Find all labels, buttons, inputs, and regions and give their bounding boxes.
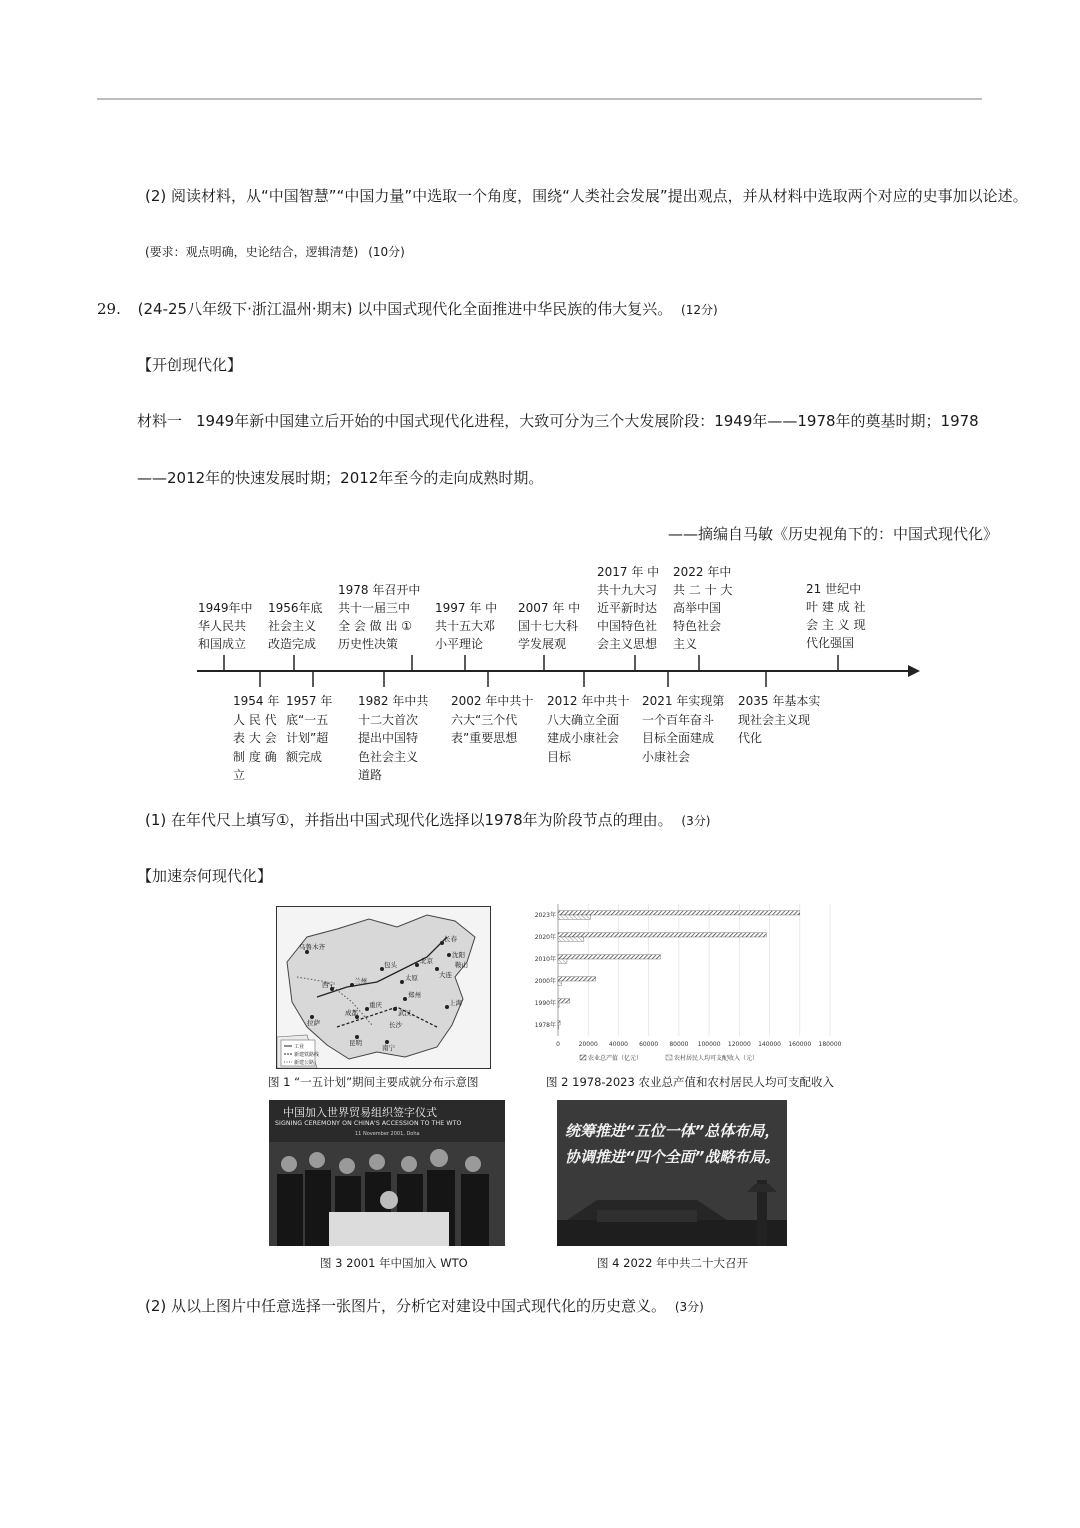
q29-sub1-text: (1) 在年代尺上填写①，并指出中国式现代化选择以1978年为阶段节点的理由。 <box>145 811 673 829</box>
fig2-category-label: 2000年 <box>534 978 556 985</box>
timeline-event-bottom-2 <box>286 692 332 766</box>
china-map-icon <box>277 907 490 1068</box>
fig2-bar-chart <box>528 900 858 1070</box>
fig1-caption: 图 1 “一五计划”期间主要成就分布示意图 <box>268 1075 479 1089</box>
timeline-event-text: 小平理论 <box>435 637 484 651</box>
fig2-category-label: 1990年 <box>534 1000 556 1007</box>
fig2-category-label: 2023年 <box>534 912 556 919</box>
timeline-event-text: 十二大首次 <box>358 712 419 727</box>
timeline-event-top-7 <box>673 563 732 653</box>
map-city-kunming: 昆明 <box>349 1039 362 1047</box>
fig2-xtick-label: 160000 <box>788 1041 812 1048</box>
map-city-changsha: 长沙 <box>389 1021 402 1029</box>
fig3-photo <box>269 1100 505 1246</box>
map-city-baotou: 包头 <box>384 961 397 969</box>
material1-line2: ——2012年的快速发展时期；2012年至今的走向成熟时期。 <box>137 469 544 487</box>
timeline-event-text: 共十一届三中 <box>338 601 411 615</box>
timeline-event-text: 全 会 做 出 ① <box>338 619 413 633</box>
q29-sub1 <box>145 810 710 831</box>
map-legend-railway: 新建铁路线 <box>294 1052 320 1058</box>
fig3-caption: 图 3 2001 年中国加入 WTO <box>320 1256 468 1270</box>
map-city-lasa: 拉萨 <box>307 1019 320 1027</box>
timeline-event-bottom-5 <box>547 692 629 766</box>
map-city-shenyang: 沈阳 <box>452 951 465 959</box>
timeline-event-text: 八大确立全面 <box>547 712 620 727</box>
timeline-event-text: 主义 <box>673 637 698 651</box>
timeline-event-bottom-6 <box>642 692 724 766</box>
timeline-event-text: 会主义思想 <box>597 637 658 651</box>
timeline-event-text: 2021 年实现第 <box>642 694 725 708</box>
timeline-event-text: 2035 年基本实 <box>738 694 821 708</box>
fig2-xtick-label: 20000 <box>578 1041 598 1048</box>
material1-label: 材料一 <box>137 412 183 430</box>
fig2-bar-series1 <box>558 1021 560 1025</box>
fig4-caption: 图 4 2022 年中共二十大召开 <box>597 1256 749 1270</box>
timeline-event-text: 1957 年 <box>286 694 333 708</box>
timeline-event-text: 目标 <box>547 749 572 764</box>
timeline-event-text: 建成小康社会 <box>547 731 620 745</box>
timeline-event-text: 目标全面建成 <box>642 731 715 745</box>
fig2-xtick-label: 40000 <box>608 1041 628 1048</box>
fig2-xtick-label: 180000 <box>818 1041 842 1048</box>
section-heading-1: 【开创现代化】 <box>137 356 243 374</box>
map-legend-road: 新建公路 <box>294 1060 315 1066</box>
fig2-bar-series2 <box>558 959 567 963</box>
q29-source: (24-25八年级下·浙江温州·期末) <box>137 300 353 318</box>
fig2-xtick-label: 100000 <box>697 1041 721 1048</box>
map-city-zhengzhou: 郑州 <box>408 991 421 999</box>
timeline-event-text: 近平新时达 <box>597 601 658 615</box>
timeline-event-top-3 <box>338 581 420 653</box>
timeline-event-text: 代化 <box>738 731 763 745</box>
timeline-event-text: 学发展观 <box>518 637 567 651</box>
map-city-chengdu: 成都 <box>345 1009 358 1017</box>
timeline-event-top-1 <box>198 599 253 653</box>
map-city-dalian: 大连 <box>439 971 452 979</box>
timeline-event-text: 提出中国特 <box>358 731 419 745</box>
timeline-event-text: 1982 年中共 <box>358 694 429 708</box>
material1-text: 1949年新中国建立后开始的中国式现代化进程，大致可分为三个大发展阶段：1949年——1978年的奠基时期；1978 <box>196 412 979 430</box>
fig3-banner-en: SIGNING CEREMONY ON CHINA'S ACCESSION TO THE WTO <box>275 1120 462 1127</box>
q29-score: (12分) <box>681 303 718 317</box>
timeline-event-text: 人 民 代 <box>233 712 277 727</box>
q29-stem: 以中国式现代化全面推进中华民族的伟大复兴。 <box>357 300 673 318</box>
timeline-event-text: 国十七大科 <box>518 619 579 633</box>
q29-number: 29. <box>97 300 121 318</box>
fig4-slogan-line1: 统筹推进“五位一体”总体布局， <box>565 1122 780 1140</box>
fig2-xtick-label: 120000 <box>727 1041 751 1048</box>
timeline-event-text: 代化强国 <box>806 636 855 650</box>
map-city-beijing: 北京 <box>420 957 433 965</box>
timeline-event-text: 叶 建 成 社 <box>806 600 866 614</box>
map-city-nanning: 南宁 <box>382 1044 395 1052</box>
fig3-banner <box>269 1100 505 1142</box>
timeline-event-text: 额完成 <box>286 749 323 764</box>
timeline-event-text: 六大“三个代 <box>451 712 518 727</box>
timeline-event-text: 中国特色社 <box>597 619 658 633</box>
q28-requirement-text: (要求：观点明确，史论结合，逻辑清楚) <box>145 245 359 259</box>
timeline-event-text: 社会主义 <box>268 619 317 633</box>
timeline-event-text: 1978 年召开中 <box>338 583 421 597</box>
timeline-event-text: 21 世纪中 <box>806 582 862 596</box>
timeline-event-top-8 <box>806 580 865 652</box>
timeline-event-text: 共十九大习 <box>597 583 658 597</box>
timeline-event-text: 表”重要思想 <box>451 731 518 745</box>
timeline-event-text: 华人民共 <box>198 619 247 633</box>
fig4-slogan-line2: 协调推进“四个全面”战略布局。 <box>565 1148 780 1166</box>
timeline-event-text: 2007 年 中 <box>518 601 581 615</box>
timeline-event-bottom-4 <box>451 692 533 748</box>
map-city-wuhan: 武汉 <box>398 1009 411 1017</box>
timeline-event-text: 和国成立 <box>198 637 247 651</box>
timeline-event-top-5 <box>518 599 580 653</box>
fig2-xtick-label: 80000 <box>669 1041 689 1048</box>
fig2-bar-series1 <box>558 999 570 1003</box>
timeline-event-bottom-3 <box>358 692 428 785</box>
fig3-people-icon <box>269 1142 505 1246</box>
fig2-chart <box>528 900 858 1070</box>
fig3-banner-cn: 中国加入世界贸易组织签字仪式 <box>283 1106 437 1119</box>
fig2-xtick-label: 0 <box>556 1041 560 1048</box>
map-city-shanghai: 上海 <box>449 999 462 1007</box>
timeline-event-text: 表 大 会 <box>233 731 277 745</box>
fig2-bar-series1 <box>558 955 660 959</box>
timeline-event-bottom-7 <box>738 692 820 748</box>
timeline-event-text: 共 二 十 大 <box>673 583 733 597</box>
timeline-event-text: 2012 年中共十 <box>547 694 630 708</box>
map-city-xining: 西宁 <box>322 981 335 989</box>
timeline-event-top-2 <box>268 599 323 653</box>
timeline-event-text: 会 主 义 现 <box>806 618 866 632</box>
timeline-event-text: 计划”超 <box>286 731 329 745</box>
fig2-bar-series1 <box>558 933 766 937</box>
timeline-event-text: 共十五大邓 <box>435 619 496 633</box>
timeline-event-text: 立 <box>233 768 246 782</box>
fig2-xtick-label: 60000 <box>639 1041 659 1048</box>
fig2-legend-series2: 农村居民人均可支配收入（元） <box>674 1055 759 1062</box>
timeline-event-text: 特色社会 <box>673 619 722 633</box>
fig2-bar-series2 <box>558 1025 559 1029</box>
fig2-caption: 图 2 1978-2023 农业总产值和农村居民人均可支配收入 <box>546 1075 834 1089</box>
fig2-category-label: 2020年 <box>534 934 556 941</box>
timeline-event-text: 小康社会 <box>642 749 691 764</box>
fig4-photo <box>557 1100 787 1246</box>
q28-sub2-question: (2) 阅读材料，从“中国智慧”“中国力量”中选取一个角度，围绕“人类社会发展”提出观点，并从材料中选取两个对应的史事加以论述。 <box>145 187 1028 205</box>
map-city-lanzhou: 兰州 <box>354 977 367 985</box>
timeline-event-top-6 <box>597 563 659 653</box>
timeline-event-text: 2002 年中共十 <box>451 694 534 708</box>
fig2-category-label: 2010年 <box>534 956 556 963</box>
map-legend-industry: 工业 <box>294 1044 305 1050</box>
timeline-event-text: 1997 年 中 <box>435 601 498 615</box>
tiananmen-icon <box>557 1180 787 1246</box>
timeline-event-text: 1949年中 <box>198 601 253 615</box>
timeline-event-text: 2017 年 中 <box>597 565 660 579</box>
q29-sub2-score: (3分) <box>674 1300 704 1314</box>
map-city-chongqing: 重庆 <box>369 1001 382 1009</box>
map-city-changchun: 长春 <box>444 935 457 943</box>
timeline-event-text: 历史性决策 <box>338 637 399 651</box>
timeline-event-bottom-1 <box>233 692 279 785</box>
timeline-event-text: 现社会主义现 <box>738 712 811 727</box>
q28-score: (10分) <box>368 245 405 259</box>
map-city-taiyuan: 太原 <box>405 974 418 982</box>
timeline-event-text: 1954 年 <box>233 694 280 708</box>
fig2-category-label: 1978年 <box>534 1022 556 1029</box>
q29-sub2-text: (2) 从以上图片中任意选择一张图片，分析它对建设中国式现代化的历史意义。 <box>145 1297 667 1315</box>
fig3-banner-date: 11 November 2001, Doha <box>355 1131 420 1137</box>
fig2-bar-series1 <box>558 911 800 915</box>
timeline-event-text: 色社会主义 <box>358 749 419 764</box>
fig2-bar-series2 <box>558 937 584 941</box>
section-heading-2: 【加速奈何现代化】 <box>137 867 273 885</box>
timeline-event-text: 底“一五 <box>286 712 329 727</box>
timeline-event-text: 改造完成 <box>268 637 317 651</box>
map-city-urumqi: 乌鲁木齐 <box>299 943 325 951</box>
fig1-map <box>276 906 491 1069</box>
timeline-event-text: 道路 <box>358 768 383 782</box>
fig2-bar-series2 <box>558 1003 559 1007</box>
timeline-event-text: 高举中国 <box>673 601 722 615</box>
fig2-xtick-label: 140000 <box>758 1041 782 1048</box>
timeline-event-text: 2022 年中 <box>673 565 732 579</box>
material1-citation: ——摘编自马敏《历史视角下的：中国式现代化》 <box>668 525 999 543</box>
timeline-event-text: 一个百年奋斗 <box>642 712 715 727</box>
timeline-event-text: 1956年底 <box>268 601 323 615</box>
fig2-legend-series1: 农业总产值（亿元） <box>588 1055 643 1062</box>
map-city-anshan: 鞍山 <box>455 961 468 969</box>
fig2-bar-series2 <box>558 981 561 985</box>
q29-sub2 <box>145 1296 704 1317</box>
fig2-bar-series2 <box>558 915 591 919</box>
timeline-event-top-4 <box>435 599 497 653</box>
q29-sub1-score: (3分) <box>681 814 711 828</box>
timeline-arrow-icon <box>908 665 920 677</box>
fig2-bar-series1 <box>558 977 596 981</box>
timeline-event-text: 制 度 确 <box>233 749 277 764</box>
